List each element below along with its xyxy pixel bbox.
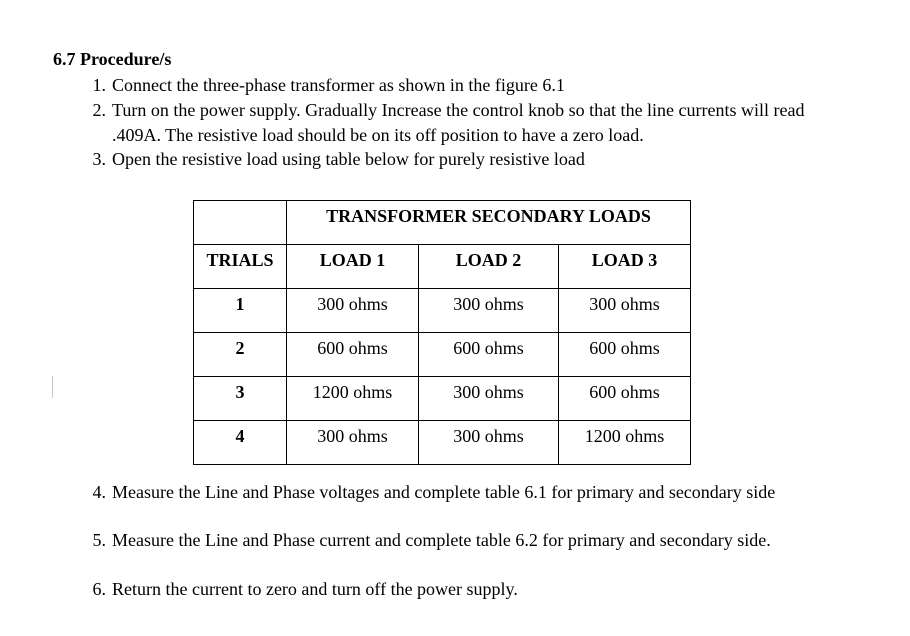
table-cell: 1200 ohms (287, 377, 419, 421)
table-cell: 300 ohms (419, 289, 559, 333)
transformer-loads-table (193, 200, 691, 465)
step-text: Open the resistive load using table below for purely resistive load (112, 149, 585, 169)
table-cell: 600 ohms (559, 377, 691, 421)
table-cell: 600 ohms (287, 333, 419, 377)
procedure-step-4 (80, 480, 820, 505)
step-text: Return the current to zero and turn off the power supply. (112, 579, 518, 599)
table-cell: 300 ohms (419, 377, 559, 421)
table-cell: 1200 ohms (559, 421, 691, 465)
table-title-row (194, 201, 691, 245)
procedure-step-2 (80, 98, 820, 147)
table-cell: 300 ohms (559, 289, 691, 333)
step-text: Turn on the power supply. Gradually Increase the control knob so that the line currents will read .409A. The resistive load should be on its off position to have a zero load. (112, 100, 805, 145)
step-text: Measure the Line and Phase voltages and complete table 6.1 for primary and secondary side (112, 482, 776, 502)
table-corner-cell (194, 201, 287, 245)
step-number: 5. (92, 530, 106, 550)
step-number: 6. (92, 579, 106, 599)
column-header: LOAD 2 (419, 245, 559, 289)
trial-cell: 1 (194, 289, 287, 333)
procedure-step-3 (80, 147, 820, 172)
table-header-row (194, 245, 691, 289)
table-row (194, 289, 691, 333)
text-cursor-marker (52, 376, 53, 398)
table-row (194, 333, 691, 377)
step-number: 3. (92, 149, 106, 169)
table-cell: 600 ohms (559, 333, 691, 377)
table-cell: 300 ohms (419, 421, 559, 465)
table-title: TRANSFORMER SECONDARY LOADS (287, 201, 691, 245)
procedure-step-5 (80, 528, 820, 553)
step-text: Connect the three-phase transformer as shown in the figure 6.1 (112, 75, 565, 95)
table-row (194, 377, 691, 421)
step-number: 1. (92, 75, 106, 95)
table-cell: 300 ohms (287, 421, 419, 465)
column-header: LOAD 1 (287, 245, 419, 289)
column-header: LOAD 3 (559, 245, 691, 289)
step-text: Measure the Line and Phase current and complete table 6.2 for primary and secondary side. (112, 530, 771, 550)
trial-cell: 2 (194, 333, 287, 377)
step-number: 2. (92, 100, 106, 120)
procedure-step-6 (80, 577, 820, 602)
trial-cell: 3 (194, 377, 287, 421)
trial-cell: 4 (194, 421, 287, 465)
procedure-step-1 (80, 73, 820, 98)
column-header: TRIALS (194, 245, 287, 289)
step-number: 4. (92, 482, 106, 502)
table-row (194, 421, 691, 465)
section-heading: 6.7 Procedure/s (53, 49, 172, 69)
table-cell: 600 ohms (419, 333, 559, 377)
table-cell: 300 ohms (287, 289, 419, 333)
